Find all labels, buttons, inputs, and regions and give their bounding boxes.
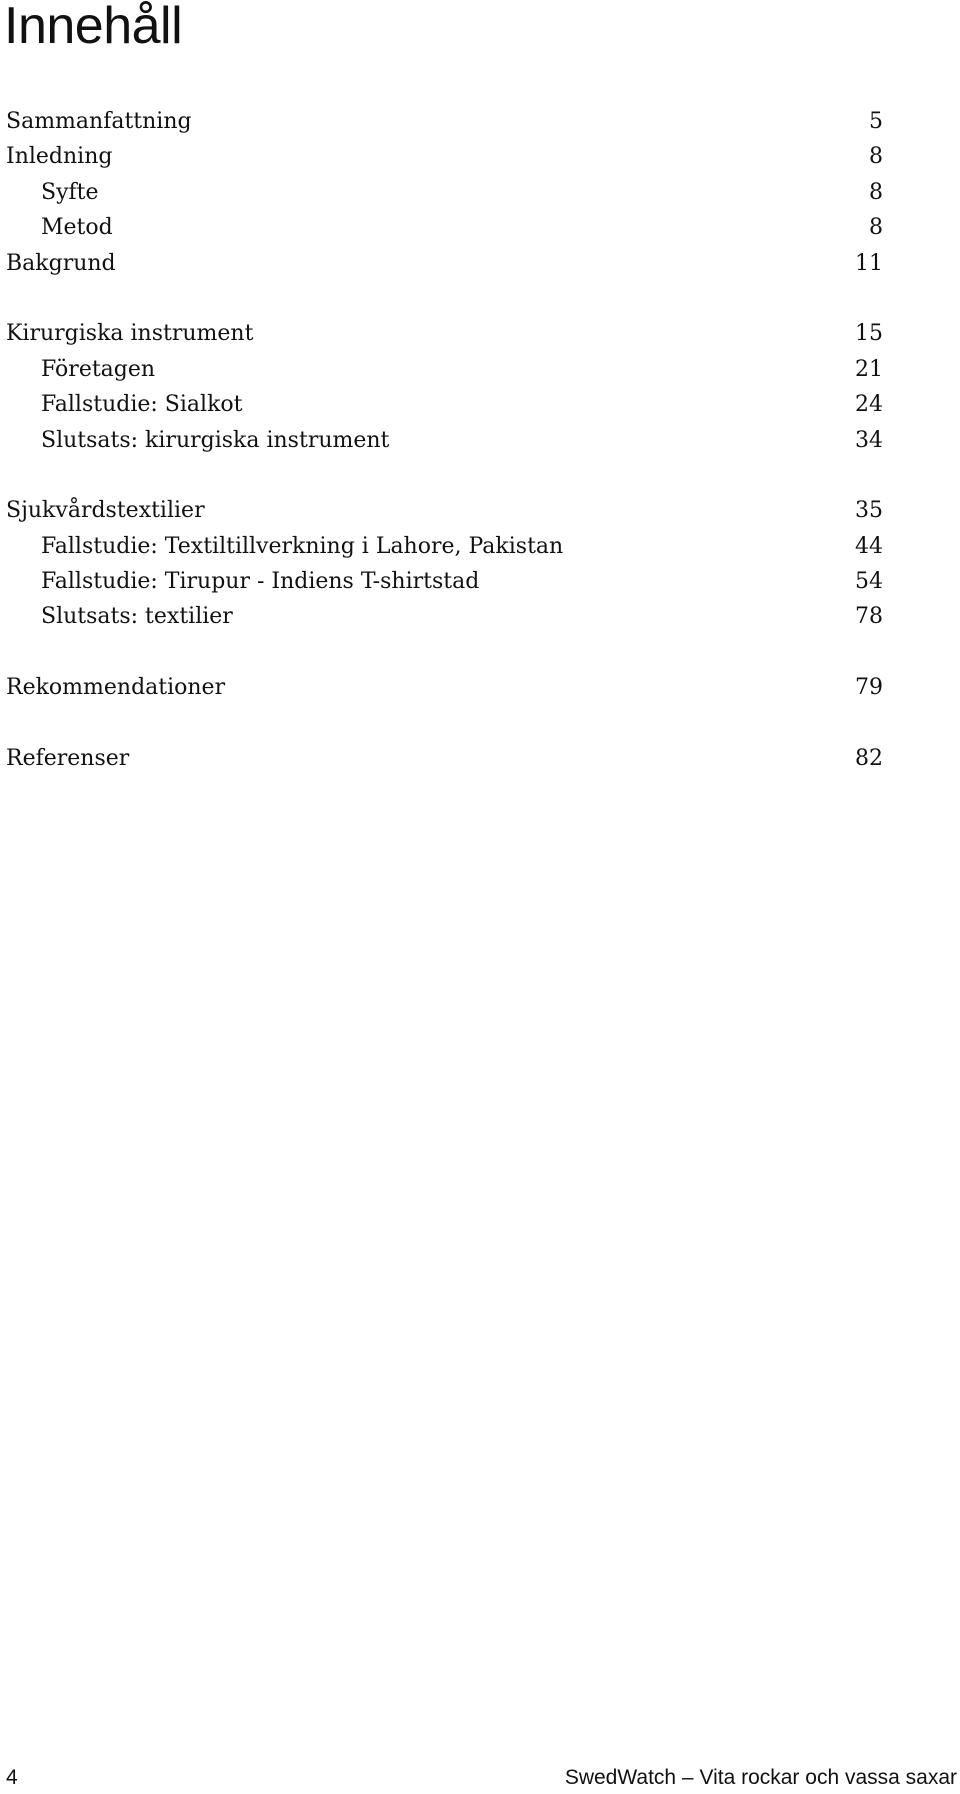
toc-entry-label: Sjukvårdstextilier <box>6 498 205 524</box>
toc-entry-referenser[interactable] <box>6 741 883 776</box>
toc-entry-fallstudie-lahore[interactable] <box>6 529 883 564</box>
toc-entry-label: Bakgrund <box>6 250 116 276</box>
toc-entry-slutsats-instrument[interactable] <box>6 423 883 458</box>
toc-entry-label: Syfte <box>41 179 99 205</box>
toc-entry-label: Slutsats: kirurgiska instrument <box>41 427 390 453</box>
toc-section-gap <box>6 458 883 493</box>
table-of-contents <box>6 104 883 776</box>
toc-section-gap <box>6 706 883 741</box>
toc-entry-fallstudie-tirupur[interactable] <box>6 564 883 599</box>
toc-entry-label: Inledning <box>6 144 113 170</box>
toc-entry-label: Fallstudie: Tirupur - Indiens T-shirtstad <box>41 569 480 595</box>
toc-entry-page: 15 <box>855 321 883 347</box>
toc-entry-label: Fallstudie: Textiltillverkning i Lahore, Pakistan <box>41 533 564 559</box>
toc-entry-label: Metod <box>41 215 113 241</box>
toc-entry-label: Slutsats: textilier <box>41 604 233 630</box>
toc-entry-foretagen[interactable] <box>6 352 883 387</box>
toc-entry-page: 44 <box>855 533 883 559</box>
toc-entry-fallstudie-sialkot[interactable] <box>6 387 883 422</box>
toc-entry-syfte[interactable] <box>6 175 883 210</box>
toc-entry-page: 78 <box>855 604 883 630</box>
toc-entry-page: 21 <box>855 356 883 382</box>
toc-entry-slutsats-textilier[interactable] <box>6 599 883 634</box>
toc-entry-label: Fallstudie: Sialkot <box>41 392 243 418</box>
toc-entry-page: 82 <box>855 746 883 772</box>
toc-entry-page: 8 <box>869 144 883 170</box>
toc-section-gap <box>6 281 883 316</box>
toc-entry-label: Sammanfattning <box>6 109 192 134</box>
footer-publication-title: SwedWatch – Vita rockar och vassa saxar <box>564 1766 957 1789</box>
toc-entry-page: 79 <box>855 675 883 701</box>
page-title: Innehåll <box>4 0 183 55</box>
toc-entry-page: 8 <box>869 215 883 241</box>
toc-entry-page: 54 <box>855 569 883 595</box>
toc-entry-rekommendationer[interactable] <box>6 670 883 705</box>
toc-entry-label: Kirurgiska instrument <box>6 321 254 347</box>
footer-page-number: 4 <box>6 1766 18 1789</box>
toc-entry-label: Företagen <box>41 356 156 382</box>
toc-entry-inledning[interactable] <box>6 139 883 174</box>
toc-entry-sammanfattning[interactable] <box>6 104 883 139</box>
toc-entry-page: 24 <box>855 392 883 418</box>
toc-entry-metod[interactable] <box>6 210 883 245</box>
toc-entry-page: 34 <box>855 427 883 453</box>
toc-entry-label: Rekommendationer <box>6 675 226 701</box>
toc-entry-page: 11 <box>855 250 883 276</box>
toc-entry-sjukvardstextilier[interactable] <box>6 493 883 528</box>
toc-entry-bakgrund[interactable] <box>6 246 883 281</box>
toc-entry-kirurgiska-instrument[interactable] <box>6 316 883 351</box>
toc-entry-page: 8 <box>869 179 883 205</box>
toc-entry-page: 35 <box>855 498 883 524</box>
toc-entry-page: 5 <box>869 109 883 134</box>
toc-entry-label: Referenser <box>6 746 130 772</box>
toc-section-gap <box>6 635 883 670</box>
